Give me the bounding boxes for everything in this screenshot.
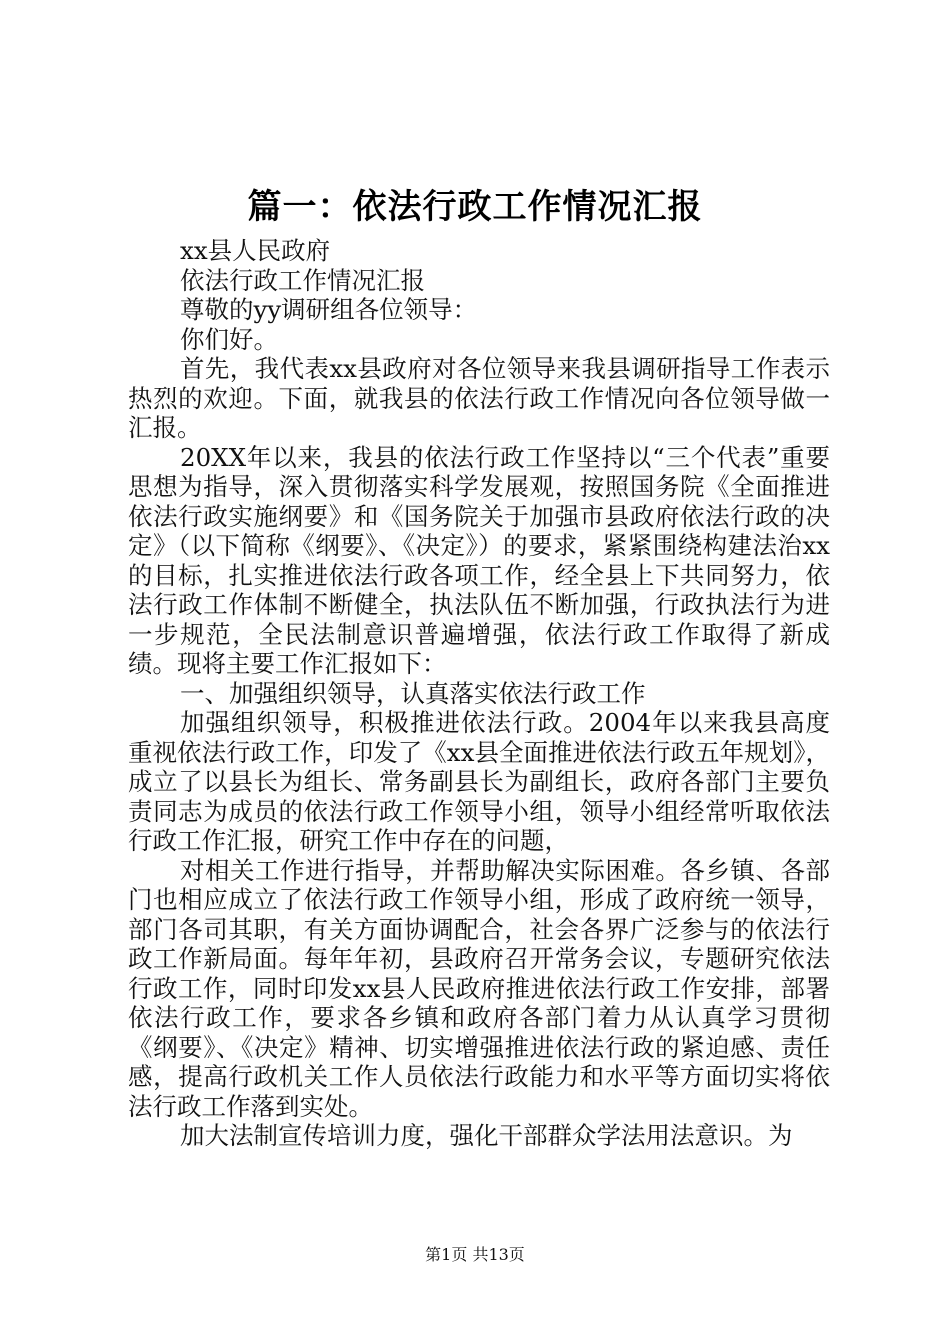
paragraph-organization: 加强组织领导，积极推进依法行政。2004年以来我县高度重视依法行政工作，印发了《xx县全面推进依法行政五年规划》，成立了以县长为组长、常务副县长为副组长，政府各部门主要负责同志为成员的依法行政工作领导小组，领导小组经常听取依法行政工作汇报，研究工作中存在的问题， bbox=[128, 708, 830, 855]
page-footer: 第1页 共13页 bbox=[425, 1245, 525, 1264]
paragraph-overview: 20XX年以来，我县的依法行政工作坚持以“三个代表”重要思想为指导，深入贯彻落实科学发展观，按照国务院《全面推进依法行政实施纲要》和《国务院关于加强市县政府依法行政的决定》（以下简称《纲要》、《决定》）的要求，紧紧围绕构建法治xx的目标，扎实推进依法行政各项工作，经全县上下共同努力，依法行政工作体制不断健全，执法队伍不断加强，行政执法行为进一步规范，全民法制意识普遍增强，依法行政工作取得了新成绩。现将主要工作汇报如下： bbox=[128, 442, 830, 678]
paragraph-guidance: 对相关工作进行指导，并帮助解决实际困难。各乡镇、各部门也相应成立了依法行政工作领导小组，形成了政府统一领导，部门各司其职，有关方面协调配合，社会各界广泛参与的依法行政工作新局面。每年年初，县政府召开常务会议，专题研究依法行政工作，同时印发xx县人民政府推进依法行政工作安排，部署依法行政工作，要求各乡镇和政府各部门着力从认真学习贯彻《纲要》、《决定》精神、切实增强推进依法行政的紧迫感、责任感，提高行政机关工作人员依法行政能力和水平等方面切实将依法行政工作落到实处。 bbox=[128, 855, 830, 1121]
paragraph-salutation: 尊敬的yy调研组各位领导： bbox=[180, 295, 478, 324]
paragraph-report-title: 依法行政工作情况汇报 bbox=[180, 265, 425, 295]
paragraph-training: 加大法制宣传培训力度，强化干部群众学法用法意识。为 bbox=[180, 1121, 793, 1150]
paragraph-recipient-org: xx县人民政府 bbox=[180, 236, 331, 265]
section-heading-1: 一、加强组织领导，认真落实依法行政工作 bbox=[180, 678, 646, 708]
document-body bbox=[128, 236, 830, 1151]
paragraph-welcome: 首先，我代表xx县政府对各位领导来我县调研指导工作表示热烈的欢迎。下面，就我县的依法行政工作情况向各位领导做一汇报。 bbox=[128, 354, 830, 442]
paragraph-greeting: 你们好。 bbox=[180, 324, 278, 354]
document-title: 篇一：依法行政工作情况汇报 bbox=[247, 187, 703, 227]
